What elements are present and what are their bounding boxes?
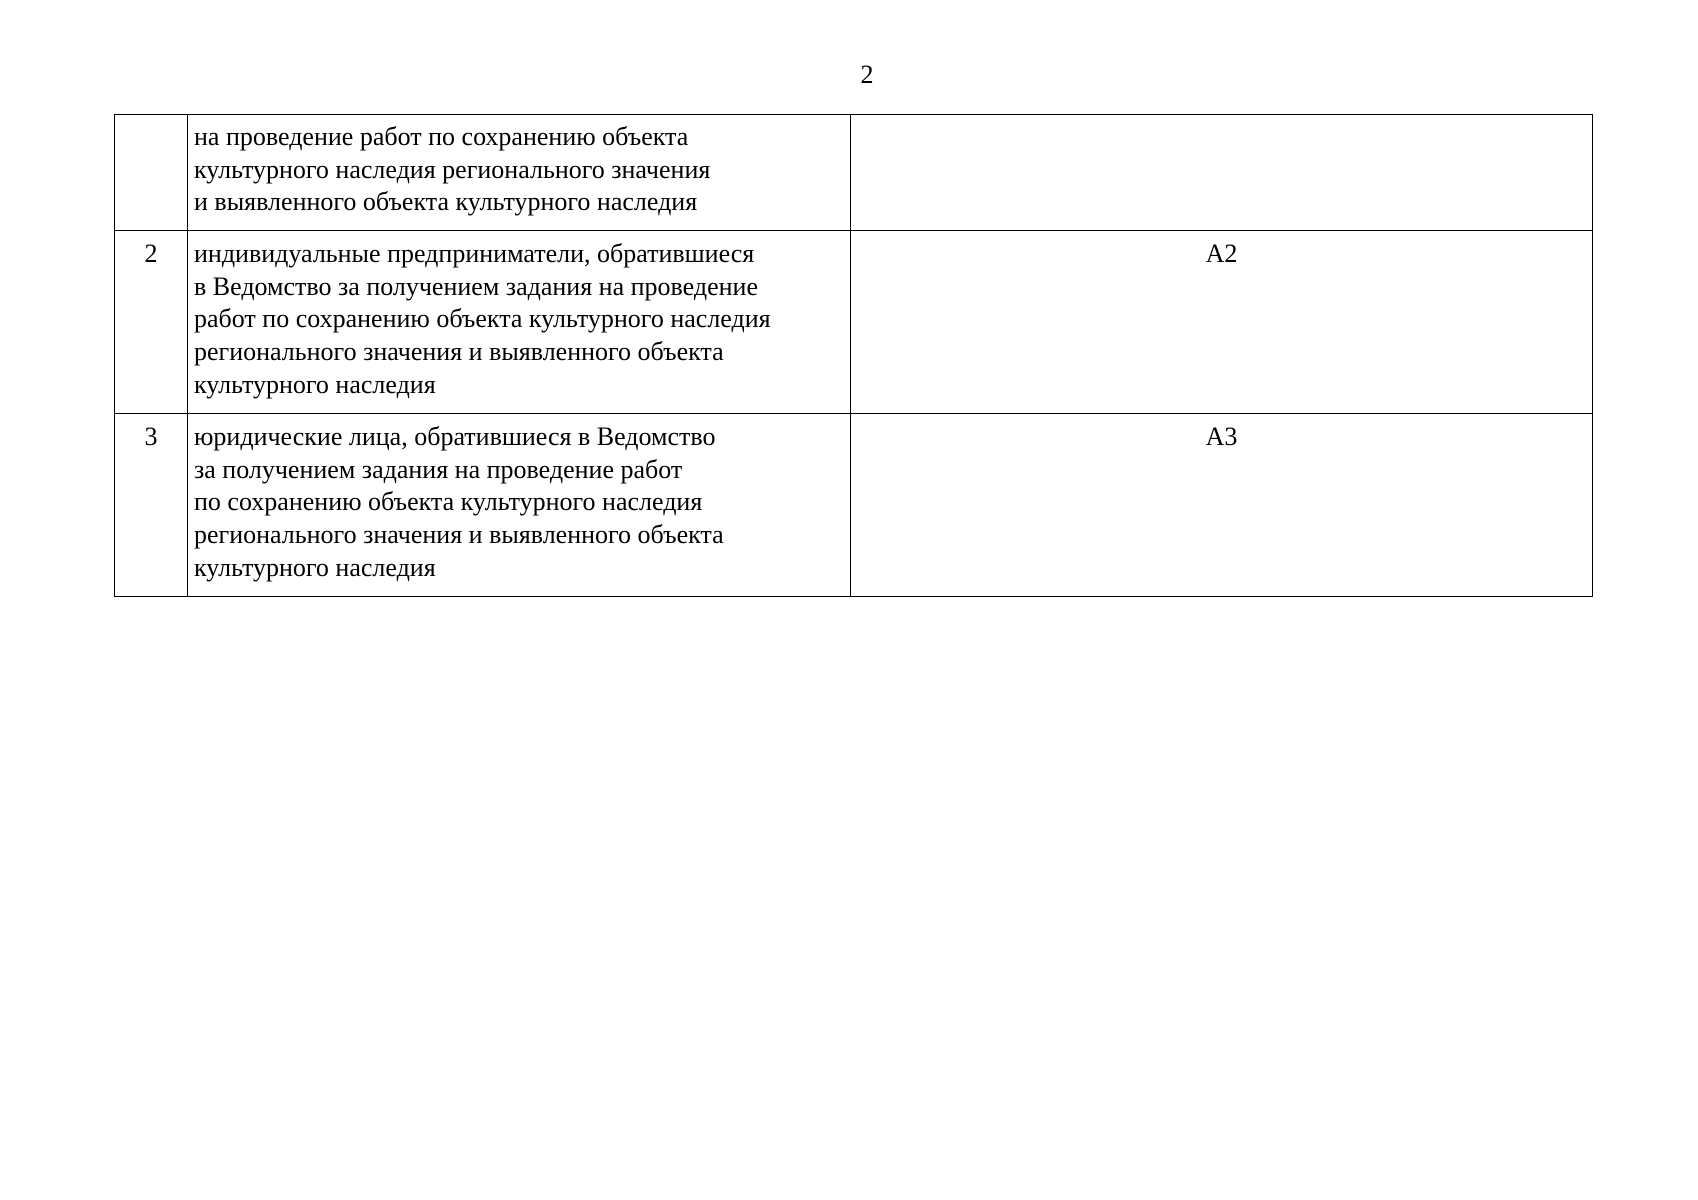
description-line: юридические лица, обратившиеся в Ведомство — [194, 422, 716, 451]
table-row — [115, 231, 1593, 414]
row-number-cell: 2 — [115, 231, 188, 414]
description-line: в Ведомство за получением задания на проведение — [194, 271, 758, 301]
description-line: культурного наследия регионального значения — [194, 154, 711, 184]
row-description-cell — [188, 414, 851, 597]
applicant-table — [114, 114, 1593, 597]
row-description-cell — [188, 115, 851, 231]
description-line: регионального значения и выявленного объекта — [194, 520, 724, 550]
row-code-cell: А3 — [851, 414, 1593, 597]
row-code-cell — [851, 115, 1593, 231]
table-row — [115, 115, 1593, 231]
row-description-cell — [188, 231, 851, 414]
table-row — [115, 414, 1593, 597]
description-line: по сохранению объекта культурного наследия — [194, 487, 703, 517]
row-code-cell: А2 — [851, 231, 1593, 414]
description-line: на проведение работ по сохранению объекта — [194, 122, 689, 151]
description-line: за получением задания на проведение работ — [194, 454, 683, 484]
description-line: работ по сохранению объекта культурного наследия — [194, 304, 771, 334]
description-line: культурного наследия — [194, 369, 436, 399]
row-number-cell — [115, 115, 188, 231]
description-line: индивидуальные предприниматели, обратившиеся — [194, 239, 755, 268]
description-line: регионального значения и выявленного объекта — [194, 337, 724, 367]
description-line: и выявленного объекта культурного наследия — [194, 187, 698, 217]
description-line: культурного наследия — [194, 552, 436, 582]
row-number-cell: 3 — [115, 414, 188, 597]
page-number: 2 — [860, 60, 874, 89]
